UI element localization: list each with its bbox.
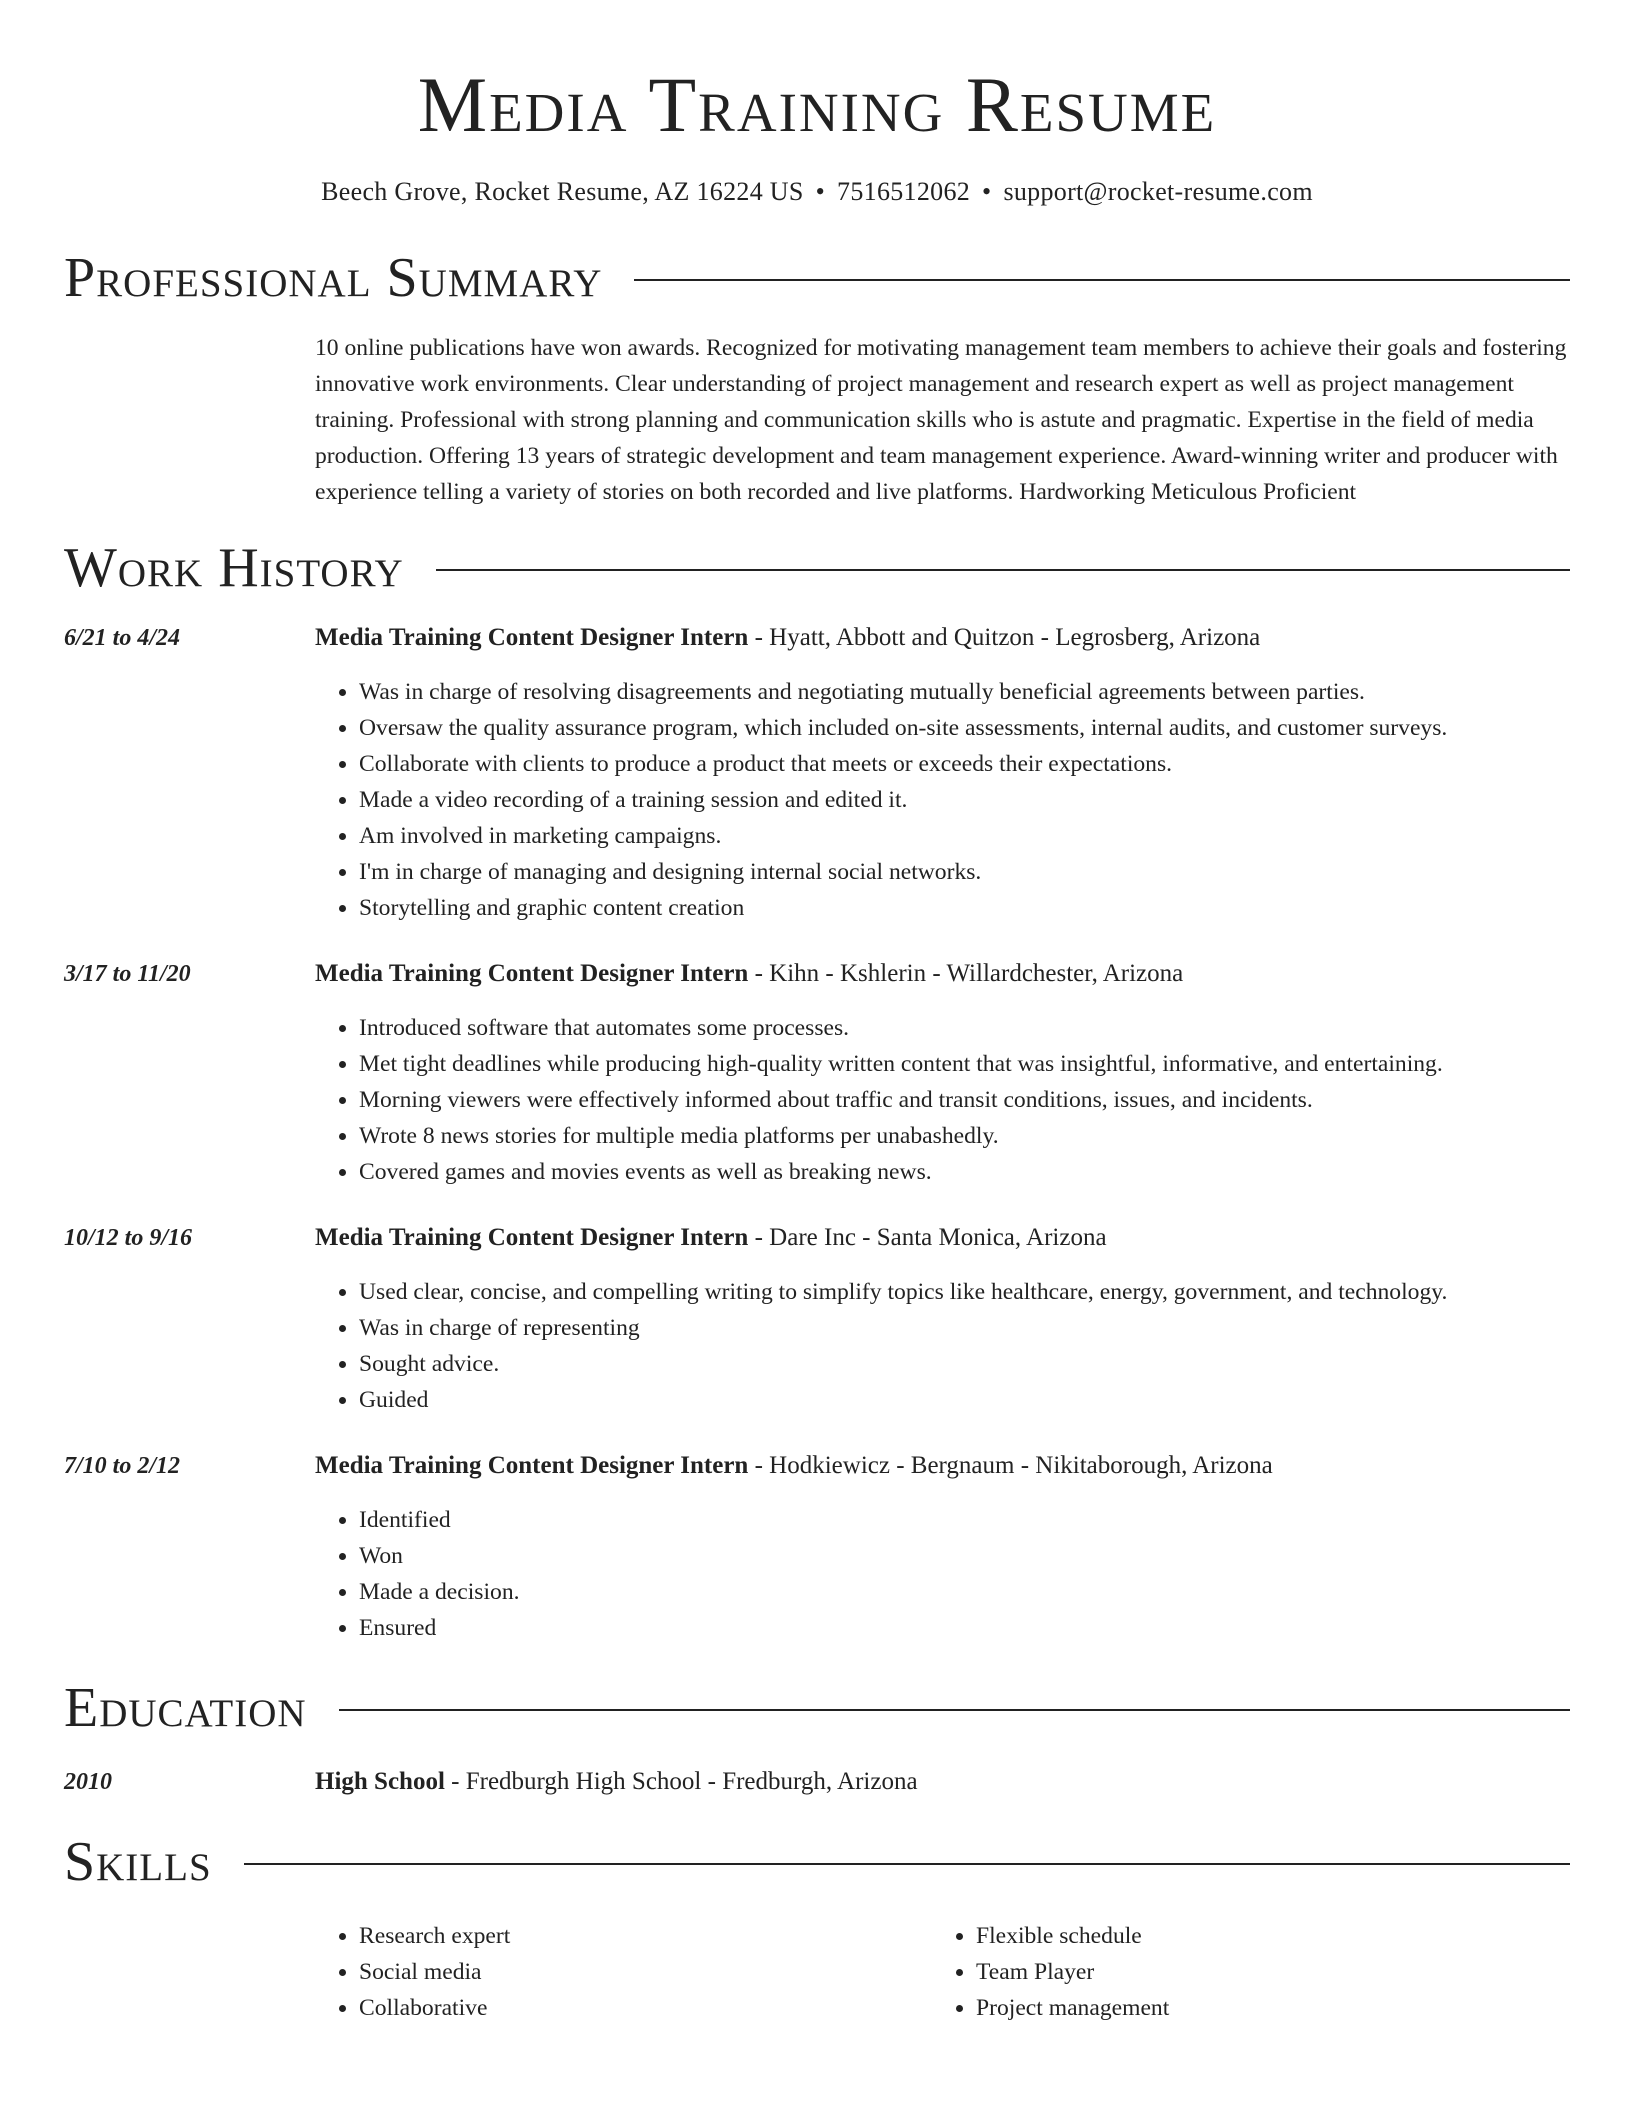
job-title: Media Training Content Designer Intern (315, 960, 749, 987)
bullet-item: • Morning viewers were effectively informed about traffic and transit conditions, issues, and incidents. (359, 1082, 1570, 1118)
work-heading (315, 956, 1570, 992)
work-bullets (315, 674, 1570, 926)
section-divider (634, 279, 1570, 281)
section-divider (244, 1863, 1570, 1865)
degree: High School (315, 1768, 445, 1795)
skill-item: • Project management (976, 1990, 1549, 2026)
section-divider (436, 569, 1570, 571)
job-title: Media Training Content Designer Intern (315, 624, 749, 651)
section-title: Education (64, 1677, 307, 1739)
work-dates: 3/17 to 11/20 (64, 961, 191, 987)
separator: • (982, 177, 992, 206)
work-dates: 7/10 to 2/12 (64, 1453, 181, 1479)
work-section-header (64, 536, 1570, 600)
skill-item: • Flexible schedule (976, 1918, 1549, 1954)
bullet-item: • Was in charge of representing (359, 1310, 1570, 1346)
resume-page (64, 0, 1570, 2026)
work-bullets (315, 1274, 1570, 1418)
skills-list (315, 1918, 1570, 2026)
bullet-item: • Guided (359, 1382, 1570, 1418)
summary-section-header (64, 246, 1570, 310)
resume-title: Media Training Resume (417, 61, 1217, 148)
work-heading (315, 1220, 1570, 1256)
work-dates: 10/12 to 9/16 (64, 1225, 193, 1251)
skill-item: • Research expert (359, 1918, 932, 1954)
job-title: Media Training Content Designer Intern (315, 1452, 749, 1479)
work-dates: 6/21 to 4/24 (64, 625, 181, 651)
bullet-item: • Covered games and movies events as well as breaking news. (359, 1154, 1570, 1190)
work-bullets (315, 1010, 1570, 1190)
education-entry (64, 1764, 1570, 1800)
work-entry (64, 620, 1570, 926)
work-heading (315, 620, 1570, 656)
bullet-item: • Am involved in marketing campaigns. (359, 818, 1570, 854)
company-location: - Hyatt, Abbott and Quitzon - Legrosberg, Arizona (748, 624, 1261, 651)
work-bullets (315, 1502, 1570, 1646)
bullet-item: • Made a decision. (359, 1574, 1570, 1610)
bullet-item: • Won (359, 1538, 1570, 1574)
education-heading (315, 1764, 1570, 1800)
skills-section-header (64, 1830, 1570, 1894)
bullet-item: • Wrote 8 news stories for multiple media platforms per unabashedly. (359, 1118, 1570, 1154)
skills-column-right (932, 1918, 1549, 2026)
work-heading (315, 1448, 1570, 1484)
job-title: Media Training Content Designer Intern (315, 1224, 749, 1251)
skill-item: • Team Player (976, 1954, 1549, 1990)
school: - Fredburgh High School - Fredburgh, Arizona (444, 1768, 918, 1795)
section-title: Professional Summary (64, 247, 603, 309)
phone: 7516512062 (837, 177, 971, 206)
skills-column-left (315, 1918, 932, 2026)
bullet-item: • Ensured (359, 1610, 1570, 1646)
work-entry (64, 1448, 1570, 1646)
company-location: - Kihn - Kshlerin - Willardchester, Arizona (748, 960, 1184, 987)
work-history-list (64, 620, 1570, 1646)
separator: • (815, 177, 826, 206)
section-title: Skills (64, 1831, 212, 1893)
bullet-item: • Introduced software that automates some processes. (359, 1010, 1570, 1046)
bullet-item: • Sought advice. (359, 1346, 1570, 1382)
bullet-item: • Storytelling and graphic content creation (359, 890, 1570, 926)
bullet-item: • Made a video recording of a training session and edited it. (359, 782, 1570, 818)
skill-item: • Collaborative (359, 1990, 932, 2026)
bullet-item: • Used clear, concise, and compelling writing to simplify topics like healthcare, energy, government, and technology. (359, 1274, 1570, 1310)
bullet-item: • Identified (359, 1502, 1570, 1538)
summary-text: 10 online publications have won awards. Recognized for motivating management team members to achieve their goals and fostering innovative work environments. Clear understanding of project management and research expert as well as project management training. Professional with strong planning and communication skills who is astute and pragmatic. Expertise in the field of media production. Offering 13 years of strategic development and team management experience. Award-winning writer and producer with experience telling a variety of stories on both recorded and live platforms. Hardworking Meticulous Proficient (315, 335, 1567, 505)
education-year: 2010 (64, 1769, 112, 1795)
section-divider (339, 1709, 1570, 1711)
address: Beech Grove, Rocket Resume, AZ 16224 US (321, 177, 804, 206)
bullet-item: • Collaborate with clients to produce a product that meets or exceeds their expectations. (359, 746, 1570, 782)
education-section-header (64, 1676, 1570, 1740)
bullet-item: • I'm in charge of managing and designing internal social networks. (359, 854, 1570, 890)
work-entry (64, 1220, 1570, 1418)
bullet-item: • Was in charge of resolving disagreements and negotiating mutually beneficial agreements between parties. (359, 674, 1570, 710)
company-location: - Dare Inc - Santa Monica, Arizona (748, 1224, 1107, 1251)
email: support@rocket-resume.com (1003, 177, 1313, 206)
skill-item: • Social media (359, 1954, 932, 1990)
company-location: - Hodkiewicz - Bergnaum - Nikitaborough, Arizona (748, 1452, 1273, 1479)
contact-line (64, 174, 1570, 210)
work-entry (64, 956, 1570, 1190)
section-title: Work History (64, 537, 404, 599)
bullet-item: • Oversaw the quality assurance program, which included on-site assessments, internal audits, and customer surveys. (359, 710, 1570, 746)
bullet-item: • Met tight deadlines while producing high-quality written content that was insightful, informative, and entertaining. (359, 1046, 1570, 1082)
